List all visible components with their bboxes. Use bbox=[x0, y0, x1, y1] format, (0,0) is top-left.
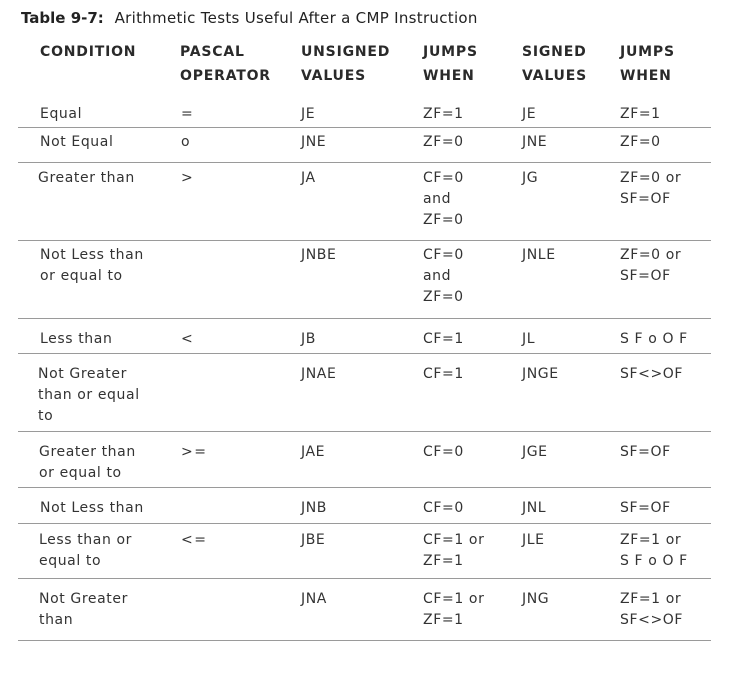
cell-unsigned-condition: ZF=0 bbox=[423, 134, 464, 150]
header-signed-line1: SIGNED bbox=[522, 44, 587, 60]
cell-signed-condition: SF=OF bbox=[620, 444, 671, 460]
header-unsigned-values bbox=[301, 40, 390, 88]
header-unsigned-line1: UNSIGNED bbox=[301, 44, 391, 60]
cell-unsigned-condition: CF=0 bbox=[423, 444, 464, 460]
table-row bbox=[0, 524, 742, 579]
header-signed-values bbox=[522, 40, 587, 88]
header-signed-line2: VALUES bbox=[522, 68, 587, 84]
cell-condition: Equal bbox=[40, 106, 83, 122]
cell-unsigned-jump: JBE bbox=[301, 532, 326, 548]
cell-condition: Greater than bbox=[38, 170, 135, 186]
cell-unsigned-jump: JNBE bbox=[301, 247, 337, 263]
cell-signed-jump: JE bbox=[522, 106, 537, 122]
cell-signed-condition: ZF=1 or SF<>OF bbox=[620, 591, 684, 628]
header-unsigned-jumps-when bbox=[423, 40, 478, 88]
cell-unsigned-jump: JA bbox=[301, 170, 316, 186]
cell-signed-condition: SF=OF bbox=[620, 500, 671, 516]
table-caption-title: Arithmetic Tests Useful After a CMP Instruction bbox=[114, 9, 478, 27]
cell-unsigned-jump: JNE bbox=[301, 134, 327, 150]
cell-signed-jump: JNG bbox=[522, 591, 550, 607]
header-pascal-line2: OPERATOR bbox=[180, 68, 271, 84]
cell-condition: Less than or equal to bbox=[39, 532, 132, 569]
row-divider bbox=[18, 640, 711, 641]
cell-condition: Greater than or equal to bbox=[39, 444, 136, 481]
header-pascal-line1: PASCAL bbox=[180, 44, 245, 60]
cell-condition: Not Equal bbox=[40, 134, 114, 150]
header-condition bbox=[40, 40, 136, 64]
table-row bbox=[0, 163, 742, 241]
cell-unsigned-jump: JB bbox=[301, 331, 316, 347]
cell-pascal-operator: = bbox=[181, 106, 195, 122]
cell-unsigned-jump: JNB bbox=[301, 500, 328, 516]
table-row bbox=[0, 241, 742, 319]
header-signed-jumps-line1: JUMPS bbox=[620, 44, 675, 60]
table-caption bbox=[21, 9, 478, 27]
cell-pascal-operator: >= bbox=[181, 444, 208, 460]
cell-signed-jump: JNL bbox=[522, 500, 547, 516]
cell-signed-jump: JLE bbox=[522, 532, 545, 548]
cell-unsigned-condition: ZF=1 bbox=[423, 106, 464, 122]
cell-condition: Not Greater than bbox=[39, 591, 128, 628]
table-row bbox=[0, 488, 742, 524]
cell-signed-condition: ZF=1 or S F o O F bbox=[620, 532, 688, 569]
table-row bbox=[0, 100, 742, 128]
cell-signed-condition: ZF=0 bbox=[620, 134, 661, 150]
cell-unsigned-condition: CF=0 and ZF=0 bbox=[423, 247, 464, 305]
table-row bbox=[0, 319, 742, 354]
cell-signed-jump: JGE bbox=[522, 444, 548, 460]
cell-unsigned-jump: JE bbox=[301, 106, 316, 122]
cell-unsigned-condition: CF=1 bbox=[423, 331, 464, 347]
cell-signed-condition: ZF=0 or SF=OF bbox=[620, 170, 682, 207]
cell-unsigned-condition: CF=0 bbox=[423, 500, 464, 516]
cell-condition: Not Less than bbox=[40, 500, 144, 516]
cell-signed-condition: S F o O F bbox=[620, 331, 688, 347]
cell-pascal-operator: > bbox=[181, 170, 195, 186]
table-body bbox=[0, 100, 742, 641]
cell-unsigned-condition: CF=1 bbox=[423, 366, 464, 382]
cell-signed-jump: JNGE bbox=[522, 366, 559, 382]
cell-signed-jump: JG bbox=[522, 170, 539, 186]
cell-unsigned-jump: JNA bbox=[301, 591, 327, 607]
cell-signed-jump: JL bbox=[522, 331, 536, 347]
cell-unsigned-condition: CF=0 and ZF=0 bbox=[423, 170, 464, 228]
header-signed-jumps-when bbox=[620, 40, 675, 88]
table-header bbox=[0, 40, 742, 100]
cell-condition: Less than bbox=[40, 331, 113, 347]
cell-pascal-operator: < bbox=[181, 331, 195, 347]
header-unsigned-jumps-line2: WHEN bbox=[423, 68, 475, 84]
cell-unsigned-jump: JNAE bbox=[301, 366, 337, 382]
cell-signed-condition: ZF=0 or SF=OF bbox=[620, 247, 682, 284]
table-caption-label: Table 9-7: bbox=[21, 9, 104, 27]
cell-unsigned-condition: CF=1 or ZF=1 bbox=[423, 532, 485, 569]
cell-unsigned-condition: CF=1 or ZF=1 bbox=[423, 591, 485, 628]
header-unsigned-jumps-line1: JUMPS bbox=[423, 44, 478, 60]
cell-signed-condition: ZF=1 bbox=[620, 106, 661, 122]
cell-signed-jump: JNLE bbox=[522, 247, 556, 263]
table-row bbox=[0, 579, 742, 641]
cell-pascal-operator: o bbox=[181, 134, 192, 150]
header-signed-jumps-line2: WHEN bbox=[620, 68, 672, 84]
cell-pascal-operator: <= bbox=[181, 532, 208, 548]
header-condition-line1: CONDITION bbox=[40, 44, 137, 60]
table-row bbox=[0, 354, 742, 432]
header-unsigned-line2: VALUES bbox=[301, 68, 366, 84]
cell-condition: Not Greater than or equal to bbox=[38, 366, 140, 424]
cell-unsigned-jump: JAE bbox=[301, 444, 326, 460]
cell-condition: Not Less than or equal to bbox=[40, 247, 144, 284]
header-pascal-operator bbox=[180, 40, 271, 88]
cell-signed-condition: SF<>OF bbox=[620, 366, 684, 382]
cell-signed-jump: JNE bbox=[522, 134, 548, 150]
table-row bbox=[0, 432, 742, 488]
table-row bbox=[0, 128, 742, 163]
